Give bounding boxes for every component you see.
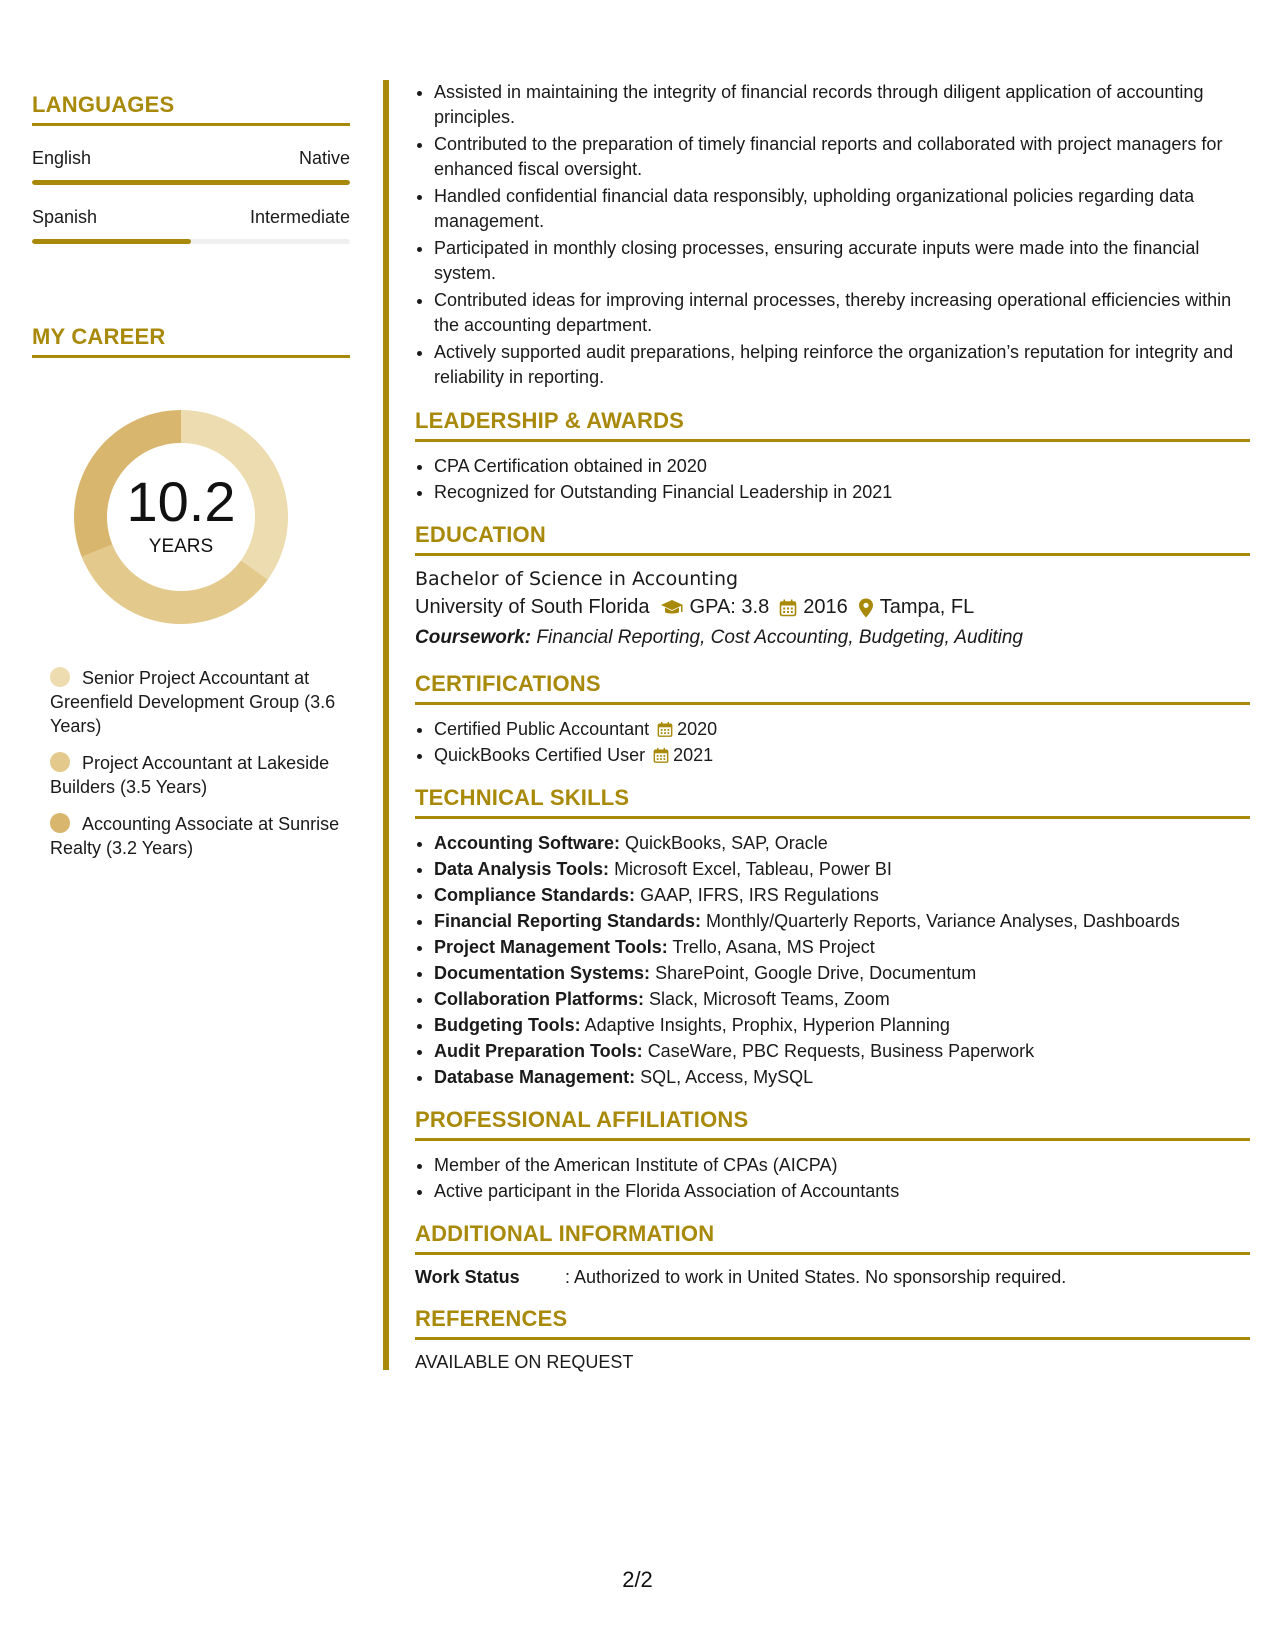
language-name: English (32, 148, 92, 168)
graduation-cap-icon (660, 599, 684, 617)
calendar-icon (653, 747, 669, 764)
skill-value: Trello, Asana, MS Project (672, 937, 875, 957)
leadership-item: • Recognized for Outstanding Financial Leadership in 2021 (434, 480, 1250, 504)
skill-item (434, 909, 1250, 933)
experience-bullet: • Actively supported audit preparations, helping reinforce the organization’s reputation for integrity and reliability in reporting. (434, 340, 1250, 390)
skill-item (434, 987, 1250, 1011)
skill-label: Budgeting Tools: (434, 1015, 581, 1035)
language-item (32, 207, 350, 244)
skill-value: QuickBooks, SAP, Oracle (625, 833, 828, 853)
skill-label: Documentation Systems: (434, 963, 651, 983)
skill-value: CaseWare, PBC Requests, Business Paperwork (647, 1041, 1035, 1061)
languages-heading: LANGUAGES (32, 92, 350, 126)
experience-bullet: • Contributed to the preparation of timely financial reports and collaborated with project managers for enhanced fiscal oversight. (434, 132, 1250, 182)
skill-label: Data Analysis Tools: (434, 859, 610, 879)
career-legend-dot (50, 752, 70, 772)
career-heading: MY CAREER (32, 324, 350, 358)
sidebar (32, 92, 350, 873)
certification-item (434, 743, 1250, 767)
skill-item (434, 883, 1250, 907)
skill-value: Adaptive Insights, Prophix, Hyperion Planning (584, 1015, 950, 1035)
affiliation-item: • Active participant in the Florida Association of Accountants (434, 1179, 1250, 1203)
experience-bullet: • Participated in monthly closing processes, ensuring accurate inputs were made into the financial system. (434, 236, 1250, 286)
certification-name: QuickBooks Certified User (434, 745, 646, 765)
skill-label: Audit Preparation Tools: (434, 1041, 643, 1061)
gpa: GPA: 3.8 (689, 596, 770, 618)
skill-label: Financial Reporting Standards: (434, 911, 702, 931)
career-item (50, 812, 350, 860)
references-heading: REFERENCES (415, 1306, 1250, 1340)
experience-bullet: • Assisted in maintaining the integrity of financial records through diligent application of accounting principles. (434, 80, 1250, 130)
skill-item (434, 831, 1250, 855)
skill-item (434, 961, 1250, 985)
language-proficiency-bar (32, 180, 350, 185)
language-name: Spanish (32, 207, 98, 227)
language-level: Intermediate (249, 207, 350, 227)
experience-bullet: • Contributed ideas for improving internal processes, thereby increasing operational efficiencies within the accounting department. (434, 288, 1250, 338)
career-legend-dot (50, 813, 70, 833)
work-status-value: : Authorized to work in United States. No sponsorship required. (565, 1267, 1067, 1287)
career-total-unit: YEARS (148, 536, 214, 557)
school-name: University of South Florida (415, 596, 650, 618)
skill-label: Collaboration Platforms: (434, 989, 645, 1009)
experience-bullet: • Handled confidential financial data responsibly, upholding organizational policies regarding data management. (434, 184, 1250, 234)
affiliations-section (415, 1107, 1250, 1203)
skills-section (415, 785, 1250, 1089)
skills-heading: TECHNICAL SKILLS (415, 785, 1250, 819)
location-pin-icon (858, 598, 874, 618)
skill-item (434, 1065, 1250, 1089)
calendar-icon (779, 599, 797, 617)
career-donut-chart (66, 402, 296, 632)
coursework (415, 627, 1250, 649)
career-total-value: 10.2 (126, 470, 236, 533)
certification-name: Certified Public Accountant (434, 719, 650, 739)
leadership-heading: LEADERSHIP & AWARDS (415, 408, 1250, 442)
experience-bullets (415, 80, 1250, 390)
education-heading: EDUCATION (415, 522, 1250, 556)
language-proficiency-fill (32, 180, 350, 185)
affiliation-item: • Member of the American Institute of CPAs (AICPA) (434, 1153, 1250, 1177)
career-item-text: Senior Project Accountant at Greenfield Development Group (3.6 Years) (50, 668, 336, 736)
certification-year: 2020 (677, 719, 718, 739)
main-content (415, 80, 1250, 1373)
skill-label: Compliance Standards: (434, 885, 636, 905)
skill-item (434, 1013, 1250, 1037)
calendar-icon (657, 721, 673, 738)
leadership-item: • CPA Certification obtained in 2020 (434, 454, 1250, 478)
career-item-text: Project Accountant at Lakeside Builders (3.5 Years) (50, 753, 330, 797)
coursework-label: Coursework: (415, 627, 532, 648)
language-proficiency-bar (32, 239, 350, 244)
career-list (32, 666, 350, 860)
graduation-year: 2016 (803, 596, 848, 618)
leadership-section (415, 408, 1250, 504)
certification-year: 2021 (673, 745, 714, 765)
career-item (50, 751, 350, 799)
degree-title: Bachelor of Science in Accounting (415, 568, 739, 590)
certification-item (434, 717, 1250, 741)
education-details (415, 596, 1250, 619)
skill-value: GAAP, IFRS, IRS Regulations (640, 885, 879, 905)
additional-info-section (415, 1221, 1250, 1288)
language-level: Native (298, 148, 350, 168)
skills-list (415, 831, 1250, 1089)
skill-value: Microsoft Excel, Tableau, Power BI (614, 859, 892, 879)
skill-value: SharePoint, Google Drive, Documentum (655, 963, 977, 983)
skill-item (434, 935, 1250, 959)
career-item-text: Accounting Associate at Sunrise Realty (3.2 Years) (50, 814, 340, 858)
coursework-list: Financial Reporting, Cost Accounting, Budgeting, Auditing (536, 627, 1023, 648)
career-legend-dot (50, 667, 70, 687)
references-section (415, 1306, 1250, 1373)
affiliations-heading: PROFESSIONAL AFFILIATIONS (415, 1107, 1250, 1141)
language-proficiency-fill (32, 239, 191, 244)
skill-value: Monthly/Quarterly Reports, Variance Analyses, Dashboards (706, 911, 1180, 931)
certifications-section (415, 671, 1250, 767)
skill-value: Slack, Microsoft Teams, Zoom (649, 989, 890, 1009)
work-status-label: Work Status (415, 1267, 520, 1287)
skill-item (434, 857, 1250, 881)
skill-value: SQL, Access, MySQL (640, 1067, 814, 1087)
language-item (32, 148, 350, 185)
certifications-heading: CERTIFICATIONS (415, 671, 1250, 705)
career-item (50, 666, 350, 738)
education-section (415, 522, 1250, 649)
skill-label: Database Management: (434, 1067, 636, 1087)
references-text: AVAILABLE ON REQUEST (415, 1352, 634, 1372)
page-number: 2/2 (622, 1567, 653, 1592)
skill-label: Project Management Tools: (434, 937, 668, 957)
skill-label: Accounting Software: (434, 833, 621, 853)
school-location: Tampa, FL (879, 596, 975, 618)
skill-item (434, 1039, 1250, 1063)
work-status-row (415, 1267, 1250, 1288)
additional-info-heading: ADDITIONAL INFORMATION (415, 1221, 1250, 1255)
column-divider (383, 80, 389, 1370)
